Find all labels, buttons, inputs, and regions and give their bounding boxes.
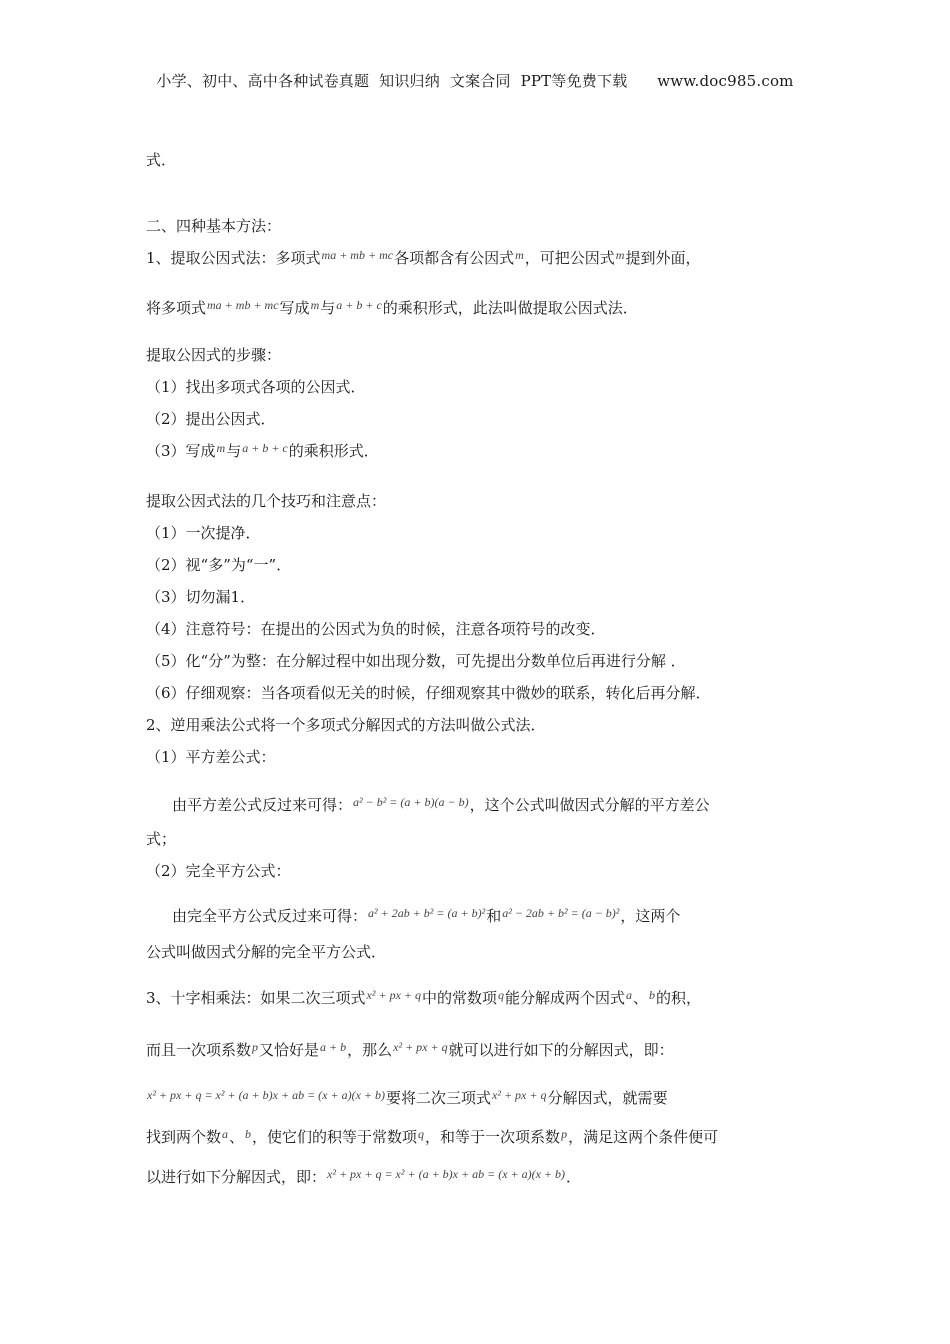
text-run: ，这个公式叫做因式分解的平方差公	[469, 796, 710, 814]
text-run: 提取公因式的步骤：	[146, 346, 282, 364]
page-header: 小学、初中、高中各种试卷真题 知识归纳 文案合同 PPT等免费下载 www.doc985.com	[156, 72, 794, 90]
text-line	[146, 150, 176, 170]
text-run: ，满足这两个条件便可	[568, 1128, 719, 1146]
text-run: （1）一次提净．	[146, 524, 261, 542]
text-run: 与	[226, 442, 242, 460]
text-run: 3、十字相乘法：如果二次三项式	[146, 989, 366, 1007]
text-run: 2、逆用乘法公式将一个多项式分解因式的方法叫做公式法．	[146, 716, 546, 734]
math-expression: a² − 2ab + b² = (a − b)²	[502, 906, 620, 920]
text-run: （1）找出多项式各项的公因式．	[146, 378, 366, 396]
math-expression: a² + 2ab + b² = (a + b)²	[368, 906, 486, 920]
text-run: 以进行如下分解因式，即：	[146, 1168, 327, 1186]
math-expression: x² + px + q	[393, 1040, 448, 1054]
text-line	[146, 651, 686, 671]
math-expression: x² + px + q = x² + (a + b)x + ab = (x + a)(x + b)	[327, 1167, 566, 1181]
text-run: 的乘积形式．	[288, 442, 379, 460]
text-line	[146, 409, 276, 429]
math-expression: m	[615, 248, 625, 262]
math-expression: p	[561, 1127, 568, 1141]
text-run: ，这两个	[620, 907, 681, 925]
text-run: 由完全平方公式反过来可得：	[172, 907, 368, 925]
text-line	[172, 795, 710, 816]
text-run: （3）切勿漏1．	[146, 588, 256, 606]
text-line	[146, 491, 386, 511]
text-line	[146, 377, 366, 397]
text-line	[146, 619, 606, 639]
text-line	[146, 942, 386, 962]
math-expression: b	[245, 1127, 252, 1141]
text-line	[146, 523, 261, 543]
math-expression: p	[252, 1040, 259, 1054]
math-expression: m	[216, 441, 226, 455]
text-line	[146, 747, 276, 767]
math-expression: a² − b² = (a + b)(a − b)	[353, 795, 469, 809]
text-run: 由平方差公式反过来可得：	[172, 796, 353, 814]
text-run: 1、提取公因式法：多项式	[146, 249, 321, 267]
math-expression: x² + px + q	[366, 988, 421, 1002]
text-run: （5）化“分”为整：在分解过程中如出现分数，可先提出分数单位后再进行分解 ．	[146, 652, 686, 670]
text-run: 写成	[279, 299, 310, 317]
math-expression: a	[222, 1127, 229, 1141]
text-line	[146, 555, 291, 575]
text-line	[146, 1088, 668, 1109]
text-run: 要将二次三项式	[386, 1089, 492, 1107]
text-run: （2）视“多”为“一”．	[146, 556, 292, 574]
math-expression: a + b + c	[336, 298, 382, 312]
text-run: 式；	[146, 830, 177, 848]
text-line	[146, 248, 700, 269]
text-run: ，和等于一次项系数	[425, 1128, 561, 1146]
math-expression: q	[498, 988, 505, 1002]
text-line	[146, 441, 379, 462]
math-expression: a + b	[320, 1040, 347, 1054]
text-line	[146, 587, 255, 607]
text-run: 提取公因式法的几个技巧和注意点：	[146, 492, 387, 510]
text-run: （2）提出公因式．	[146, 410, 276, 428]
math-expression: ma + mb + mc	[321, 248, 394, 262]
text-run: 和	[486, 907, 502, 925]
text-line	[146, 1040, 674, 1061]
text-run: 而且一次项系数	[146, 1041, 252, 1059]
text-run: （3）写成	[146, 442, 216, 460]
math-expression: x² + px + q	[492, 1088, 547, 1102]
text-run: 的乘积形式，此法叫做提取公因式法．	[382, 299, 638, 317]
text-line	[146, 216, 281, 236]
text-run: 分解因式，就需要	[547, 1089, 668, 1107]
text-run: 就可以进行如下的分解因式，即：	[448, 1041, 674, 1059]
text-line	[146, 683, 711, 703]
math-expression: b	[649, 988, 656, 1002]
text-run: 、	[633, 989, 649, 1007]
math-expression: x² + px + q = x² + (a + b)x + ab = (x + a)(x + b)	[147, 1088, 386, 1102]
text-run: 将多项式	[146, 299, 207, 317]
text-line	[172, 906, 680, 927]
math-expression: m	[515, 248, 524, 262]
math-expression: a + b + c	[242, 441, 288, 455]
text-line	[146, 829, 176, 849]
text-run: 与	[320, 299, 336, 317]
text-run: 能分解成两个因式	[505, 989, 626, 1007]
text-run: （2）完全平方公式：	[146, 862, 291, 880]
text-line	[146, 988, 701, 1009]
text-run: ，使它们的积等于常数项	[252, 1128, 418, 1146]
text-run: 式．	[146, 151, 177, 169]
text-run: 、	[229, 1128, 245, 1146]
math-expression: ma + mb + mc	[207, 298, 279, 312]
text-line	[146, 1127, 718, 1148]
text-run: ．	[566, 1168, 582, 1186]
text-run: 又恰好是	[259, 1041, 320, 1059]
math-expression: q	[418, 1127, 425, 1141]
text-run: 找到两个数	[146, 1128, 222, 1146]
text-run: 提到外面，	[625, 249, 701, 267]
text-line	[146, 298, 638, 319]
text-run: ，可把公因式	[524, 249, 615, 267]
text-run: （6）仔细观察：当各项看似无关的时候，仔细观察其中微妙的联系，转化后再分解．	[146, 684, 711, 702]
text-run: 公式叫做因式分解的完全平方公式．	[146, 943, 387, 961]
text-run: 的积，	[656, 989, 702, 1007]
text-line	[146, 1167, 581, 1188]
text-run: 中的常数项	[422, 989, 498, 1007]
text-line	[146, 715, 546, 735]
text-run: 二、四种基本方法：	[146, 217, 282, 235]
text-run: （4）注意符号：在提出的公因式为负的时候，注意各项符号的改变．	[146, 620, 606, 638]
text-run: ，那么	[347, 1041, 393, 1059]
text-line	[146, 861, 291, 881]
math-expression: a	[626, 988, 633, 1002]
math-expression: m	[310, 298, 320, 312]
text-line	[146, 345, 281, 365]
text-run: 各项都含有公因式	[394, 249, 515, 267]
text-run: （1）平方差公式：	[146, 748, 276, 766]
